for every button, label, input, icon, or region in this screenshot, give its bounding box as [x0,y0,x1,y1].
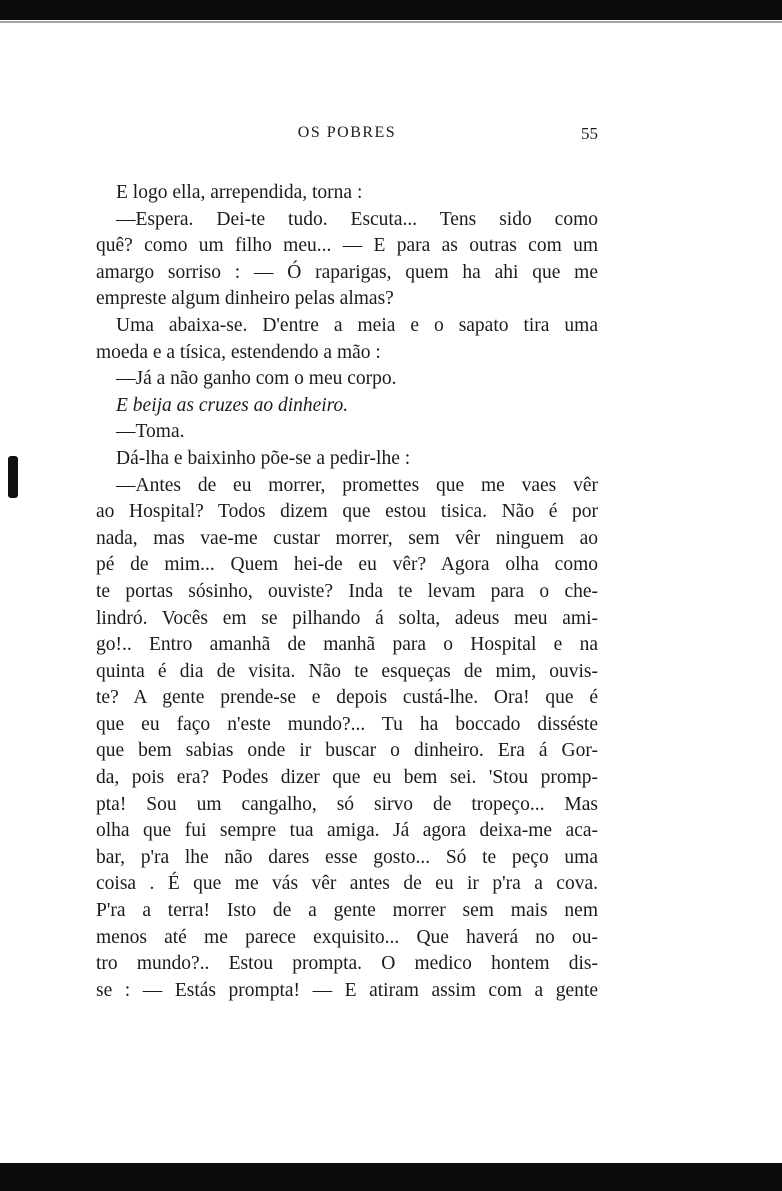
text-line: tro mundo?.. Estou prompta. O medico hontem dis- [96,953,598,975]
text-line: moeda e a tísica, estendendo a mão : [96,341,381,363]
binding-mark [8,456,18,498]
text-line: Uma abaixa-se. D'entre a meia e o sapato tira uma [116,314,598,336]
text-line: nada, mas vae-me custar morrer, sem vêr ninguem ao [96,527,598,549]
running-title: OS POBRES [297,124,397,141]
text-line: —Espera. Dei-te tudo. Escuta... Tens sido como [116,208,598,230]
text-line: quê? como um filho meu... — E para as outras com um [96,235,598,257]
text-line: que bem sabias onde ir buscar o dinheiro. Era á Gor- [96,740,598,762]
text-line: coisa . É que me vás vêr antes de eu ir p'ra a cova. [96,873,598,895]
text-line: se : — Estás prompta! — E atiram assim com a gente [96,979,598,1001]
text-line: que eu faço n'este mundo?... Tu ha boccado disséste [96,713,598,735]
text-line: lindró. Vocês em se pilhando á solta, adeus meu ami- [96,607,598,629]
text-line: go!.. Entro amanhã de manhã para o Hospital e na [96,634,598,656]
scan-top-shadow-line [0,21,782,23]
text-line: da, pois era? Podes dizer que eu bem sei. 'Stou promp- [96,767,598,789]
text-line: —Toma. [116,421,185,443]
text-line: menos até me parece exquisito... Que haverá no ou- [96,926,598,948]
text-line: te? A gente prende-se e depois custá-lhe. Ora! que é [96,687,598,709]
scan-top-border [0,0,782,20]
text-line: bar, p'ra lhe não dares esse gosto... Só te peço uma [96,846,598,868]
text-line: Dá-lha e baixinho põe-se a pedir-lhe : [116,447,411,469]
text-line: E beija as cruzes ao dinheiro. [116,394,349,416]
page-header [96,124,598,148]
text-line: empreste algum dinheiro pelas almas? [96,288,394,310]
text-line: —Já a não ganho com o meu corpo. [116,368,397,390]
text-line: ao Hospital? Todos dizem que estou tisica. Não é por [96,501,598,523]
text-line: pé de mim... Quem hei-de eu vêr? Agora olha como [96,554,598,576]
page-number: 55 [581,124,598,143]
text-line: P'ra a terra! Isto de a gente morrer sem mais nem [96,900,598,922]
scan-bottom-border [0,1163,782,1191]
text-line: amargo sorriso : — Ó raparigas, quem ha ahi que me [96,261,598,283]
text-line: —Antes de eu morrer, promettes que me vaes vêr [116,474,598,496]
body-text [96,180,598,1004]
text-line: quinta é dia de visita. Não te esqueças de mim, ouvis- [96,660,598,682]
text-line: pta! Sou um cangalho, só sirvo de tropeço... Mas [96,793,598,815]
text-line: E logo ella, arrependida, torna : [116,182,363,203]
text-line: olha que fui sempre tua amiga. Já agora deixa-me aca- [96,820,598,842]
text-line: te portas sósinho, ouviste? Inda te levam para o che- [96,580,598,602]
